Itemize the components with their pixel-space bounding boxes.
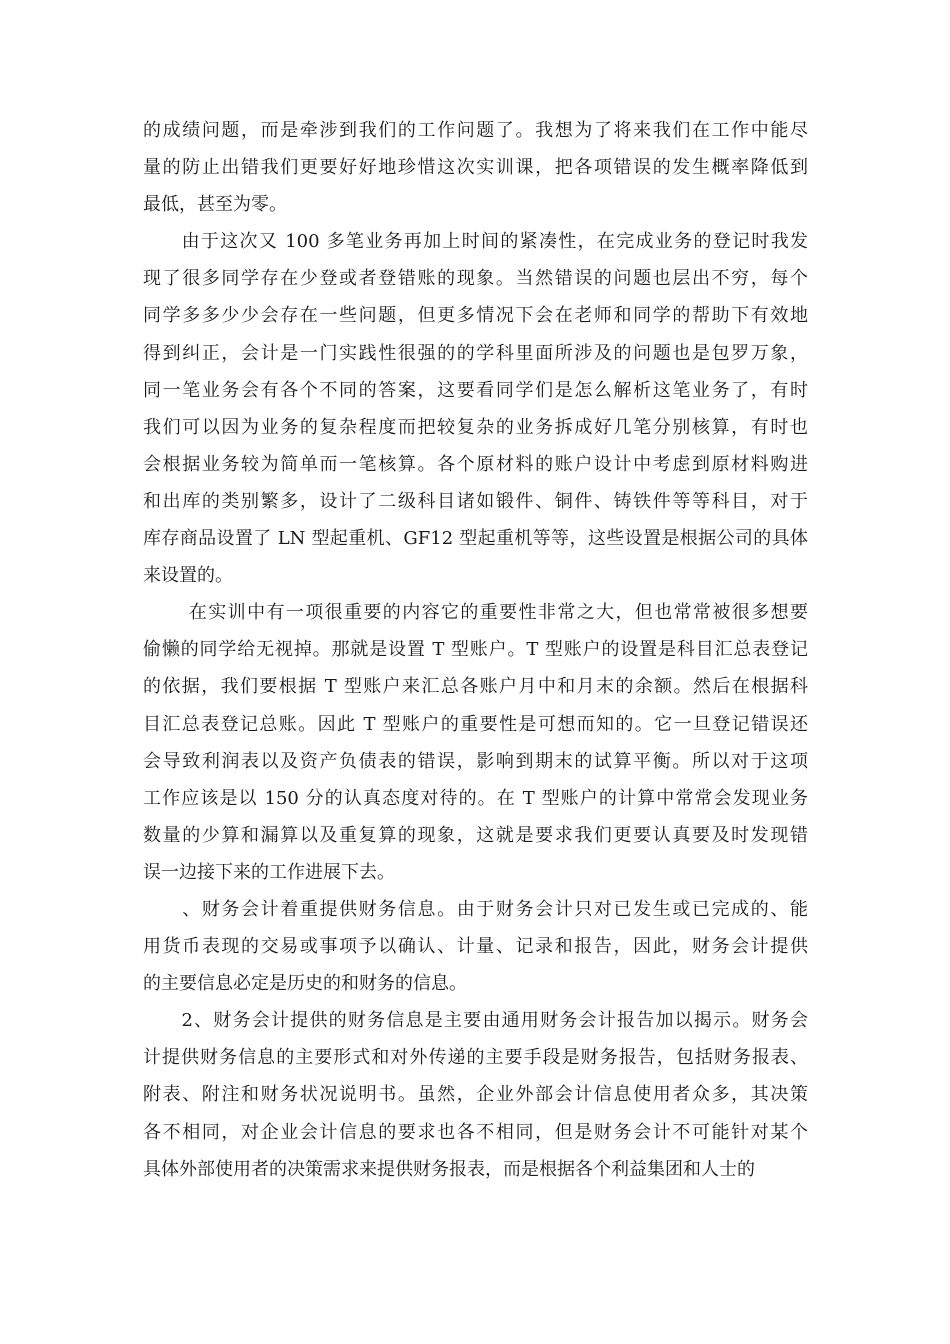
text-line: 在实训中有一项很重要的内容它的重要性非常之大，但也常常被很多想要 — [143, 602, 808, 624]
text-line: 同学多多少少会存在一些问题，但更多情况下会在老师和同学的帮助下有效地 — [143, 305, 808, 327]
text-line: 会根据业务较为简单而一笔核算。各个原材料的账户设计中考虑到原材料购进 — [143, 453, 808, 475]
text-line: 具体外部使用者的决策需求来提供财务报表，而是根据各个利益集团和人士的 — [143, 1158, 755, 1180]
document-body — [143, 112, 808, 1188]
text-line: 、财务会计着重提供财务信息。由于财务会计只对已发生或已完成的、能 — [143, 898, 808, 920]
paragraph-p3 — [143, 594, 808, 891]
text-line: 来设置的。 — [143, 565, 233, 587]
text-line: 会导致利润表以及资产负债表的错误，影响到期末的试算平衡。所以对于这项 — [143, 750, 808, 772]
text-line: 我们可以因为业务的复杂程度而把较复杂的业务拆成好几笔分别核算，有时也 — [143, 416, 808, 438]
text-line: 和出库的类别繁多，设计了二级科目诸如锻件、铜件、铸铁件等等科目，对于 — [143, 490, 808, 512]
text-line: 计提供财务信息的主要形式和对外传递的主要手段是财务报告，包括财务报表、 — [143, 1047, 808, 1069]
text-line: 目汇总表登记总账。因此 T 型账户的重要性是可想而知的。它一旦登记错误还 — [143, 713, 808, 735]
text-line: 得到纠正，会计是一门实践性很强的的学科里面所涉及的问题也是包罗万象， — [143, 342, 808, 364]
text-line: 同一笔业务会有各个不同的答案，这要看同学们是怎么解析这笔业务了，有时 — [143, 379, 808, 401]
text-line: 用货币表现的交易或事项予以确认、计量、记录和报告，因此，财务会计提供 — [143, 936, 808, 958]
paragraph-p1 — [143, 112, 808, 223]
paragraph-p2 — [143, 223, 808, 594]
text-line: 的成绩问题，而是牵涉到我们的工作问题了。我想为了将来我们在工作中能尽 — [143, 120, 808, 141]
text-line: 数量的少算和漏算以及重复算的现象，这就是要求我们更要认真要及时发现错 — [143, 824, 808, 846]
text-line: 工作应该是以 150 分的认真态度对待的。在 T 型账户的计算中常常会发现业务 — [143, 787, 808, 809]
text-line: 偷懒的同学给无视掉。那就是设置 T 型账户。T 型账户的设置是科目汇总表登记 — [143, 639, 808, 661]
text-line: 最低，甚至为零。 — [143, 194, 287, 216]
paragraph-p5 — [143, 1002, 808, 1187]
text-line: 库存商品设置了 LN 型起重机、GF12 型起重机等等，这些设置是根据公司的具体 — [143, 528, 808, 550]
text-line: 的依据，我们要根据 T 型账户来汇总各账户月中和月末的余额。然后在根据科 — [143, 676, 808, 698]
text-line: 由于这次又 100 多笔业务再加上时间的紧凑性，在完成业务的登记时我发 — [143, 231, 808, 253]
text-line: 量的防止出错我们更要好好地珍惜这次实训课，把各项错误的发生概率降低到 — [143, 157, 808, 179]
text-line: 现了很多同学存在少登或者登错账的现象。当然错误的问题也层出不穷，每个 — [143, 268, 808, 290]
text-line: 的主要信息必定是历史的和财务的信息。 — [143, 973, 467, 995]
text-line: 附表、附注和财务状况说明书。虽然，企业外部会计信息使用者众多，其决策 — [143, 1084, 808, 1106]
text-line: 误一边接下来的工作进展下去。 — [143, 861, 395, 883]
text-line: 各不相同，对企业会计信息的要求也各不相同，但是财务会计不可能针对某个 — [143, 1121, 808, 1143]
text-line: 2、财务会计提供的财务信息是主要由通用财务会计报告加以揭示。财务会 — [143, 1010, 808, 1032]
paragraph-p4 — [143, 891, 808, 1002]
